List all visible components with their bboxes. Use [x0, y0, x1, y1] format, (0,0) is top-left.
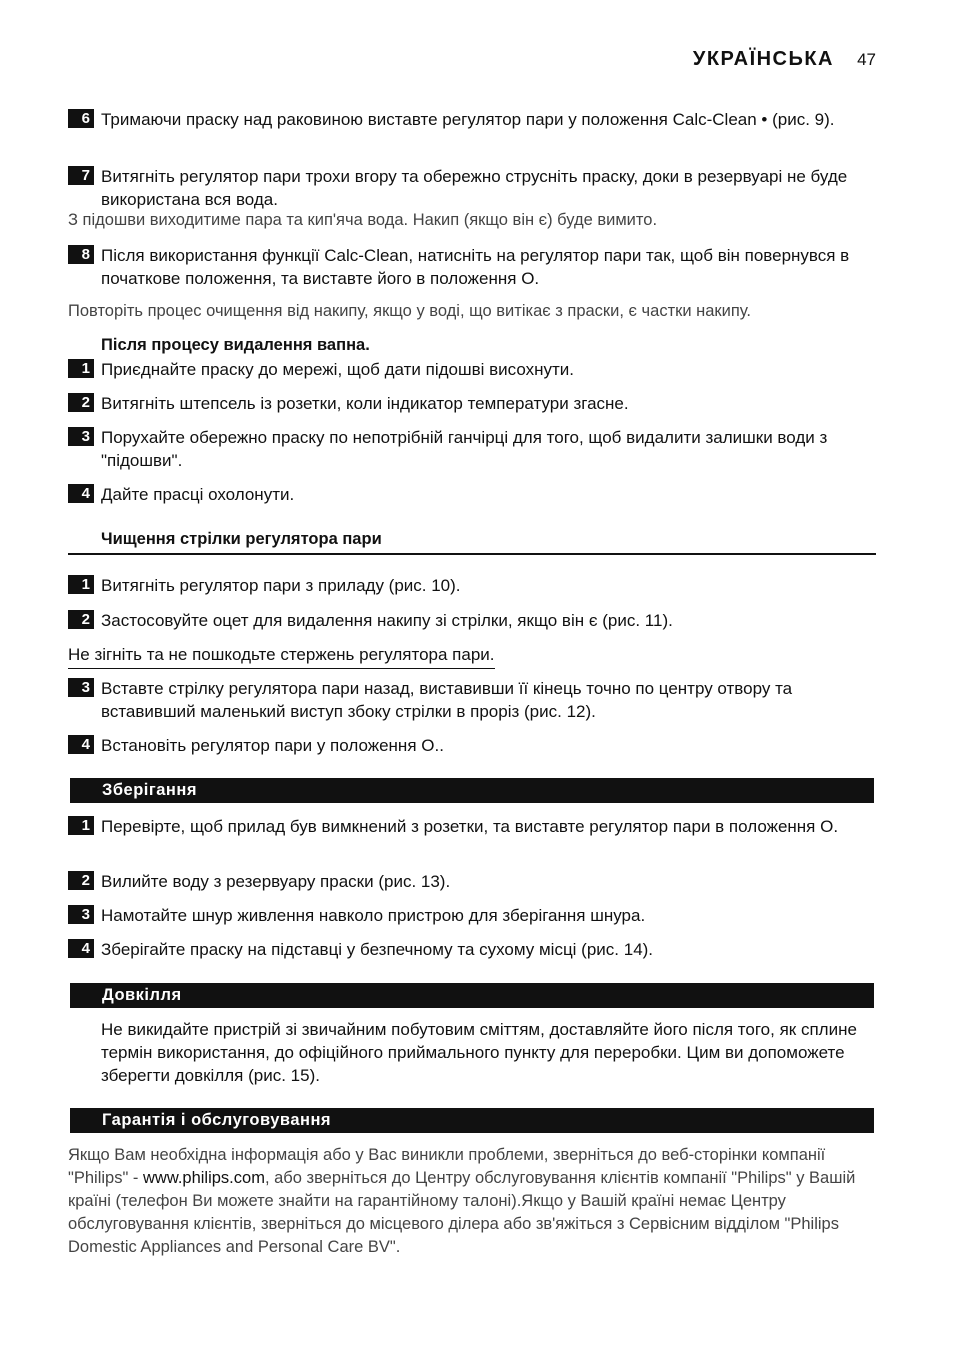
step-number: 1 [68, 575, 94, 594]
step-text: Вилийте воду з резервуару праски (рис. 13). [101, 872, 451, 891]
warranty-text-start: Якщо Вам необхідна інформація або у Вас виникли проблеми, зверніться до веб-сторінки компанії "Philips" - [68, 1146, 826, 1187]
section-title: Гарантія і обслуговування [102, 1111, 332, 1129]
warranty-text [68, 1144, 876, 1259]
step-number: 4 [68, 939, 94, 958]
step-number: 6 [68, 109, 94, 128]
section-bar-environment [70, 983, 874, 1008]
section-bar-storage [70, 778, 874, 803]
cleaning-pin-title: Чищення стрілки регулятора пари [101, 530, 382, 548]
step-number: 4 [68, 484, 94, 503]
step-number: 4 [68, 735, 94, 754]
step-text: Тримаючи праску над раковиною виставте регулятор пари у положення Calc-Clean • (рис. 9). [101, 110, 835, 129]
section-title: Довкілля [102, 986, 182, 1004]
step-text: Витягніть регулятор пари з приладу (рис. 10). [101, 576, 461, 595]
step-text: Зберігайте праску на підставці у безпечному та сухому місці (рис. 14). [101, 940, 654, 959]
step-number: 1 [68, 816, 94, 835]
page-number: 47 [857, 50, 876, 69]
step-text: Намотайте шнур живлення навколо пристрою для зберігання шнура. [101, 906, 646, 925]
step-text: Витягніть штепсель із розетки, коли індикатор температури згасне. [101, 394, 629, 413]
step-number: 3 [68, 427, 94, 446]
warranty-text-end: , або зверніться до Центру обслуговування клієнтів компанії "Philips" у Вашій країні (телефон Ви можете знайти на гарантійному талоні).Якщо у Вашій країні немає Центру обслуговування клієнтів, зверніться до місцевого ділера або зв'яжіться з Сервісним відділом "Philips Domestic Appliances and Personal Care BV". [68, 1169, 856, 1256]
step-number: 3 [68, 678, 94, 697]
note-steam: З підошви виходитиме пара та кип'яча вода. Накип (якщо він є) буде вимито. [68, 211, 658, 229]
step-number: 8 [68, 245, 94, 264]
step-text: Дайте прасці охолонути. [101, 485, 295, 504]
step-text: Застосовуйте оцет для видалення накипу зі стрілки, якщо він є (рис. 11). [101, 611, 673, 630]
section-rule [68, 553, 876, 555]
step-text: Після використання функції Calc-Clean, натисніть на регулятор пари так, щоб він повернувся в початкове положення, та виставте його в положення O. [101, 246, 850, 288]
environment-text: Не викидайте пристрій зі звичайним побутовим сміттям, доставляйте його після того, як сплине термін використання, до офіційного приймального пункту для переробки. Цим ви допоможете зберегти довкілля (рис. 15). [101, 1020, 857, 1085]
step-number: 2 [68, 393, 94, 412]
step-number: 2 [68, 610, 94, 629]
step-text: Витягніть регулятор пари трохи вгору та обережно струсніть праску, доки в резервуарі не буде використана вся вода. [101, 167, 848, 209]
step-number: 7 [68, 166, 94, 185]
section-title: Зберігання [102, 781, 197, 799]
language-label: УКРАЇНСЬКА [692, 48, 834, 70]
step-number: 1 [68, 359, 94, 378]
warning-text: Не зігніть та не пошкодьте стержень регулятора пари. [68, 643, 495, 669]
page-header [0, 48, 954, 72]
step-number: 2 [68, 871, 94, 890]
step-text: Вставте стрілку регулятора пари назад, виставивши її кінець точно по центру отвору та вставивший маленький виступ збоку стрілки в проріз (рис. 12). [101, 679, 793, 721]
philips-website-link[interactable]: www.philips.com [142, 1169, 265, 1187]
step-text: Перевірте, щоб прилад був вимкнений з розетки, та виставте регулятор пари в положення O. [101, 817, 839, 836]
step-number: 3 [68, 905, 94, 924]
step-text: Встановіть регулятор пари у положення O.. [101, 736, 444, 755]
after-descaling-title: Після процесу видалення вапна. [101, 336, 370, 354]
step-text: Поруxайте обережно праску по непотрібній ганчірці для того, щоб видалити залишки води з "підошви". [101, 428, 828, 470]
step-text: Приєднайте праску до мережі, щоб дати підошві висохнути. [101, 360, 575, 379]
section-bar-warranty [70, 1108, 874, 1133]
note-repeat: Повторіть процес очищення від накипу, якщо у воді, що витікає з праски, є частки накипу. [68, 302, 751, 320]
